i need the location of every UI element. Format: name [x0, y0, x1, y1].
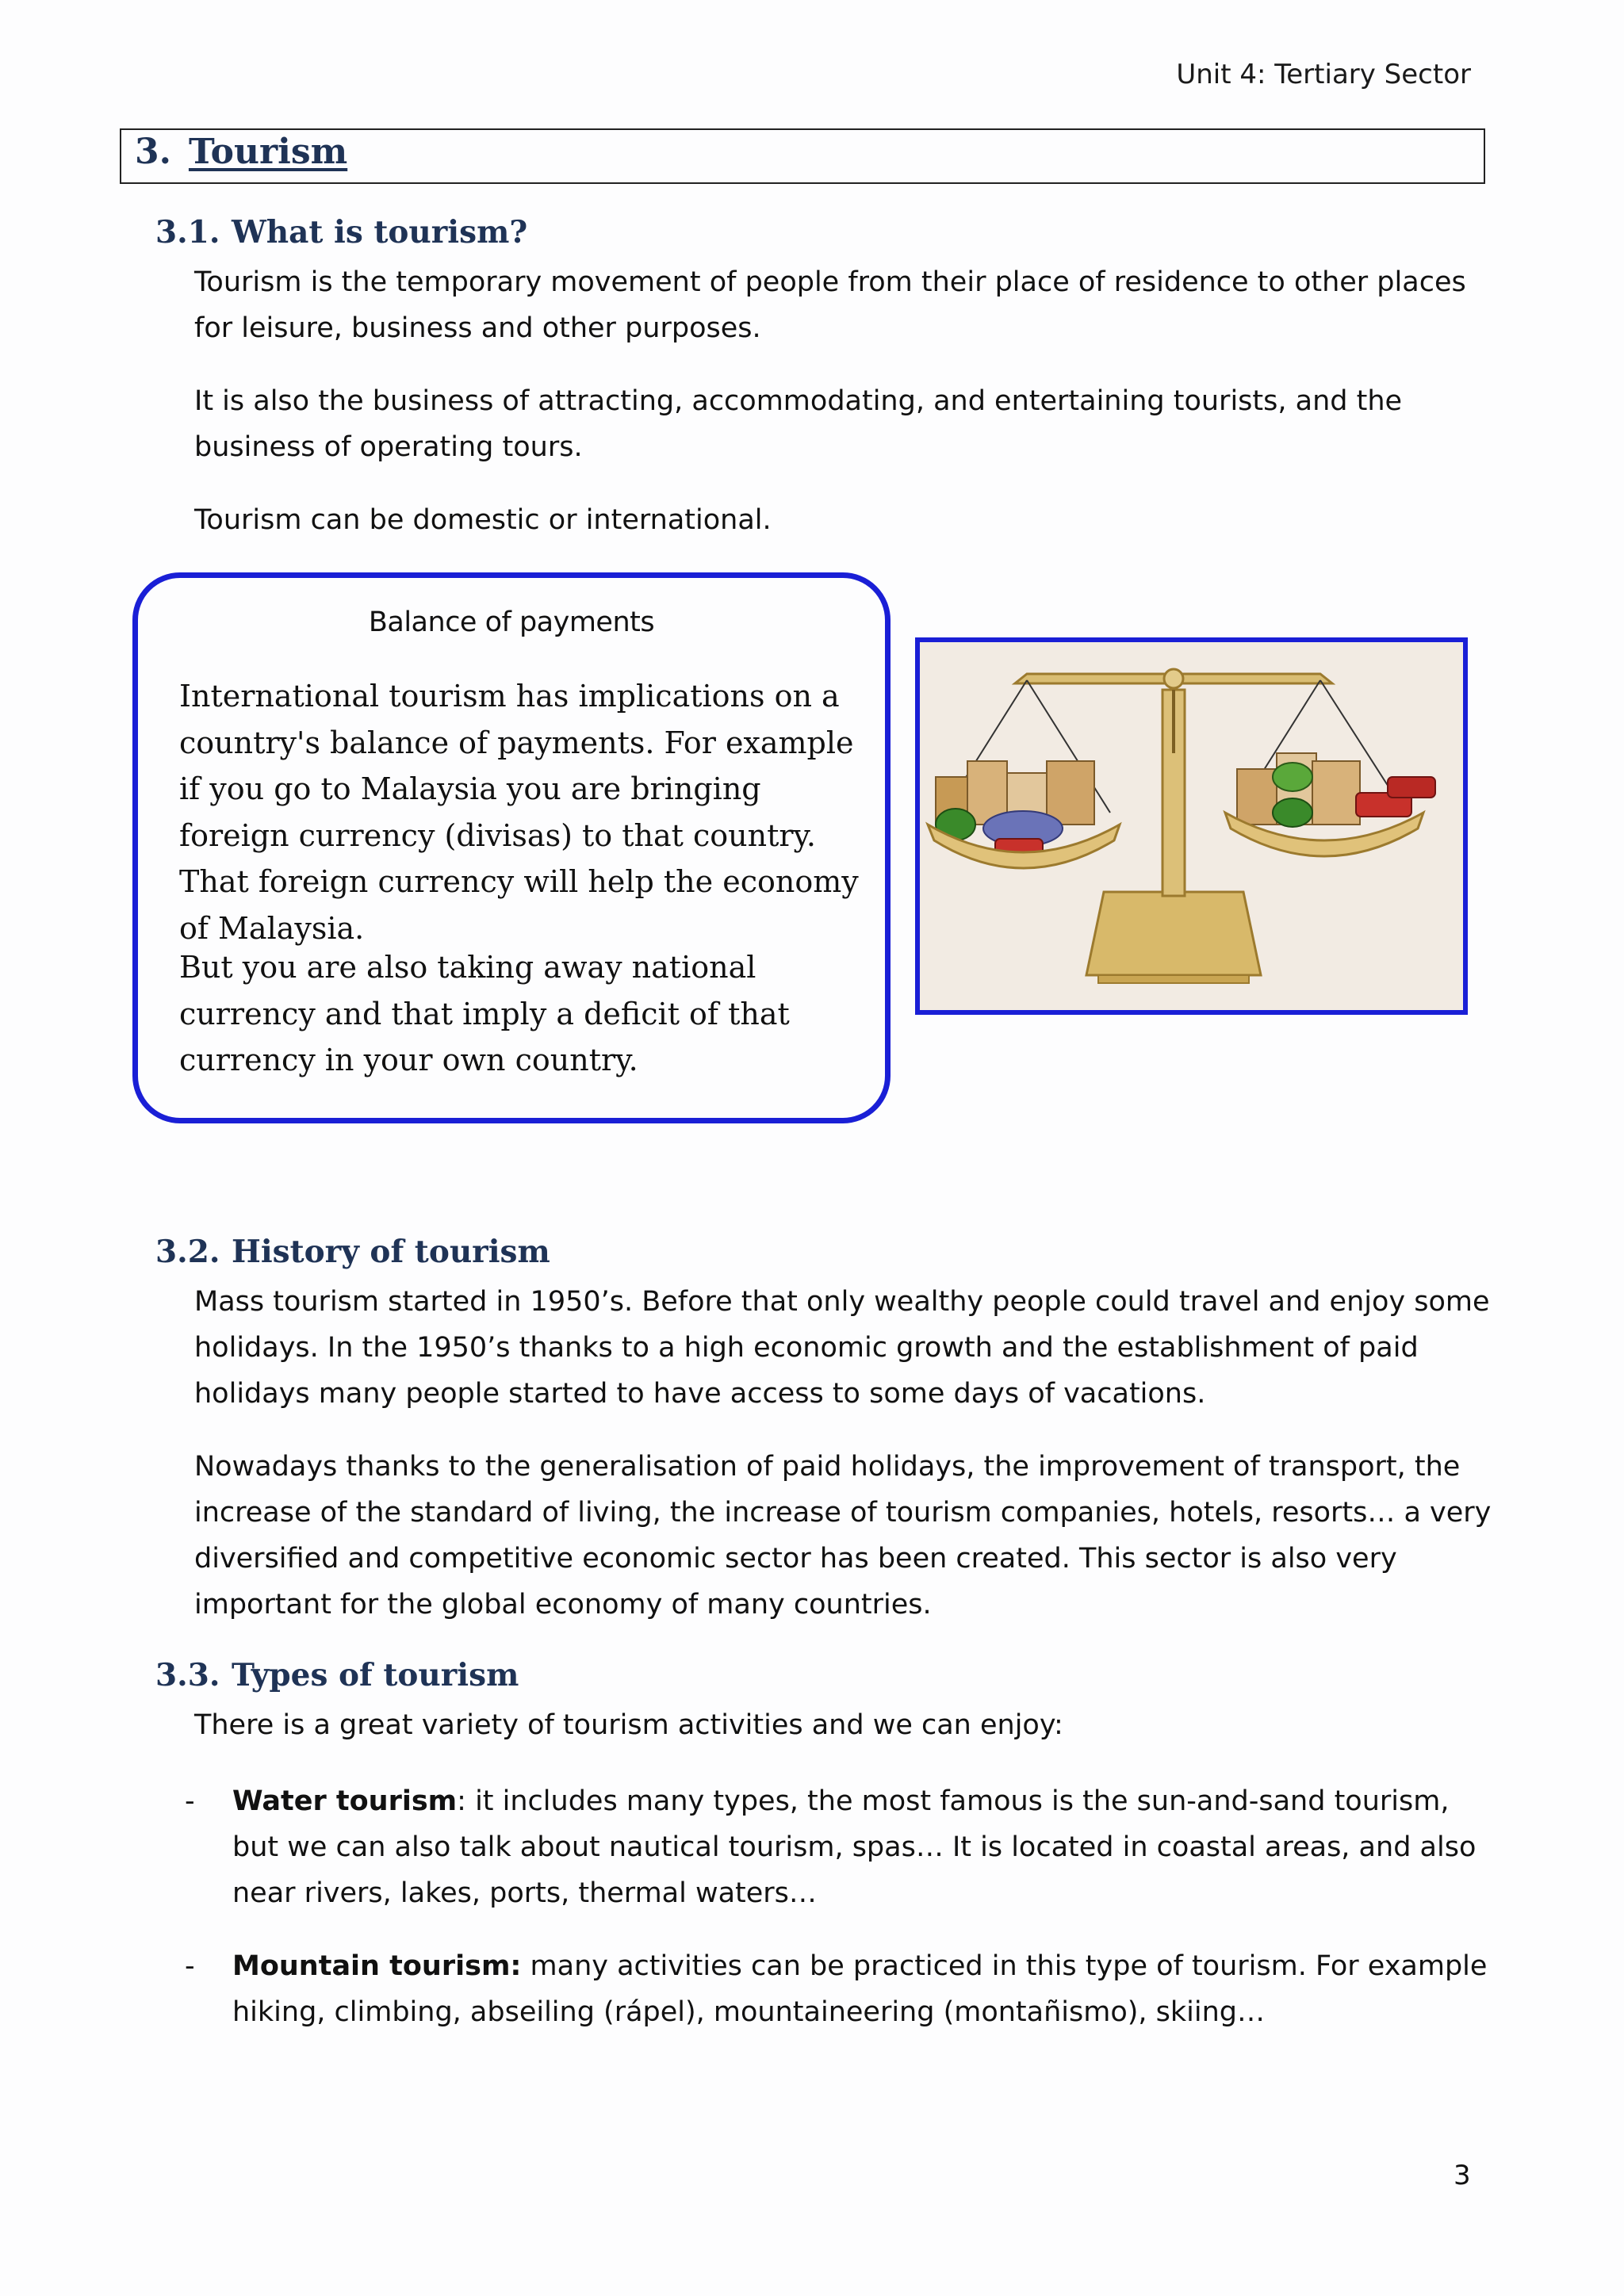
bullet-description: : it includes many types, the most famous is the sun-and-sand tourism, but we can also talk about nautical tourism, spas… It is located in coastal areas, and also near rivers, lakes, ports, thermal waters…	[232, 1785, 1477, 1909]
list-item	[232, 1943, 1493, 2035]
bullet-description: many activities can be practiced in this type of tourism. For example hiking, climbing, abseiling (rápel), mountaineering (montañismo), skiing…	[232, 1950, 1488, 2028]
balance-scale-illustration-icon	[920, 642, 1463, 1010]
section-title: Tourism	[188, 132, 348, 172]
balance-of-payments-callout	[132, 572, 891, 1123]
callout-title: Balance of payments	[368, 607, 655, 638]
paragraph: There is a great variety of tourism activities and we can enjoy:	[194, 1709, 1063, 1741]
subheading-title: What is tourism?	[232, 214, 528, 251]
subheading-number: 3.1.	[155, 214, 220, 251]
bullet-marker: -	[185, 1785, 195, 1817]
paragraph: Tourism is the temporary movement of people from their place of residence to other places for leisure, business and other purposes.	[194, 266, 1466, 344]
subheading-number: 3.3.	[155, 1657, 220, 1693]
bullet-term: Water tourism	[232, 1785, 458, 1817]
subheading-types-of-tourism	[155, 1657, 519, 1693]
paragraph: It is also the business of attracting, accommodating, and entertaining tourists, and the business of operating tours.	[194, 385, 1403, 463]
page-number: 3	[1454, 2160, 1471, 2191]
subheading-number: 3.2.	[155, 1234, 220, 1270]
callout-paragraph: International tourism has implications on a country's balance of payments. For example if you go to Malaysia you are bringing foreign currency (divisas) to that country. That foreign currency will help the economy of Malaysia.	[179, 679, 859, 946]
callout-paragraph: But you are also taking away national currency and that imply a deficit of that currency in your own country.	[179, 950, 790, 1077]
bullet-marker: -	[185, 1950, 195, 1982]
subheading-title: History of tourism	[232, 1234, 550, 1270]
running-header: Unit 4: Tertiary Sector	[1176, 59, 1471, 90]
list-item	[232, 1778, 1493, 1916]
subheading-title: Types of tourism	[232, 1657, 519, 1693]
subheading-what-is-tourism	[155, 214, 527, 251]
paragraph: Nowadays thanks to the generalisation of paid holidays, the improvement of transport, the increase of the standard of living, the increase of tourism companies, hotels, resorts… a very diversified and competitive economic sector has been created. This sector is also very important for the global economy of many countries.	[194, 1451, 1492, 1621]
balance-scale-image	[915, 637, 1468, 1015]
subheading-history-of-tourism	[155, 1234, 550, 1270]
section-number: 3.	[135, 132, 171, 172]
bullet-term: Mountain tourism:	[232, 1950, 522, 1982]
section-heading	[135, 132, 347, 172]
paragraph: Tourism can be domestic or international.	[194, 504, 772, 536]
paragraph: Mass tourism started in 1950’s. Before that only wealthy people could travel and enjoy some holidays. In the 1950’s thanks to a high economic growth and the establishment of paid holidays many people started to have access to some days of vacations.	[194, 1286, 1490, 1410]
